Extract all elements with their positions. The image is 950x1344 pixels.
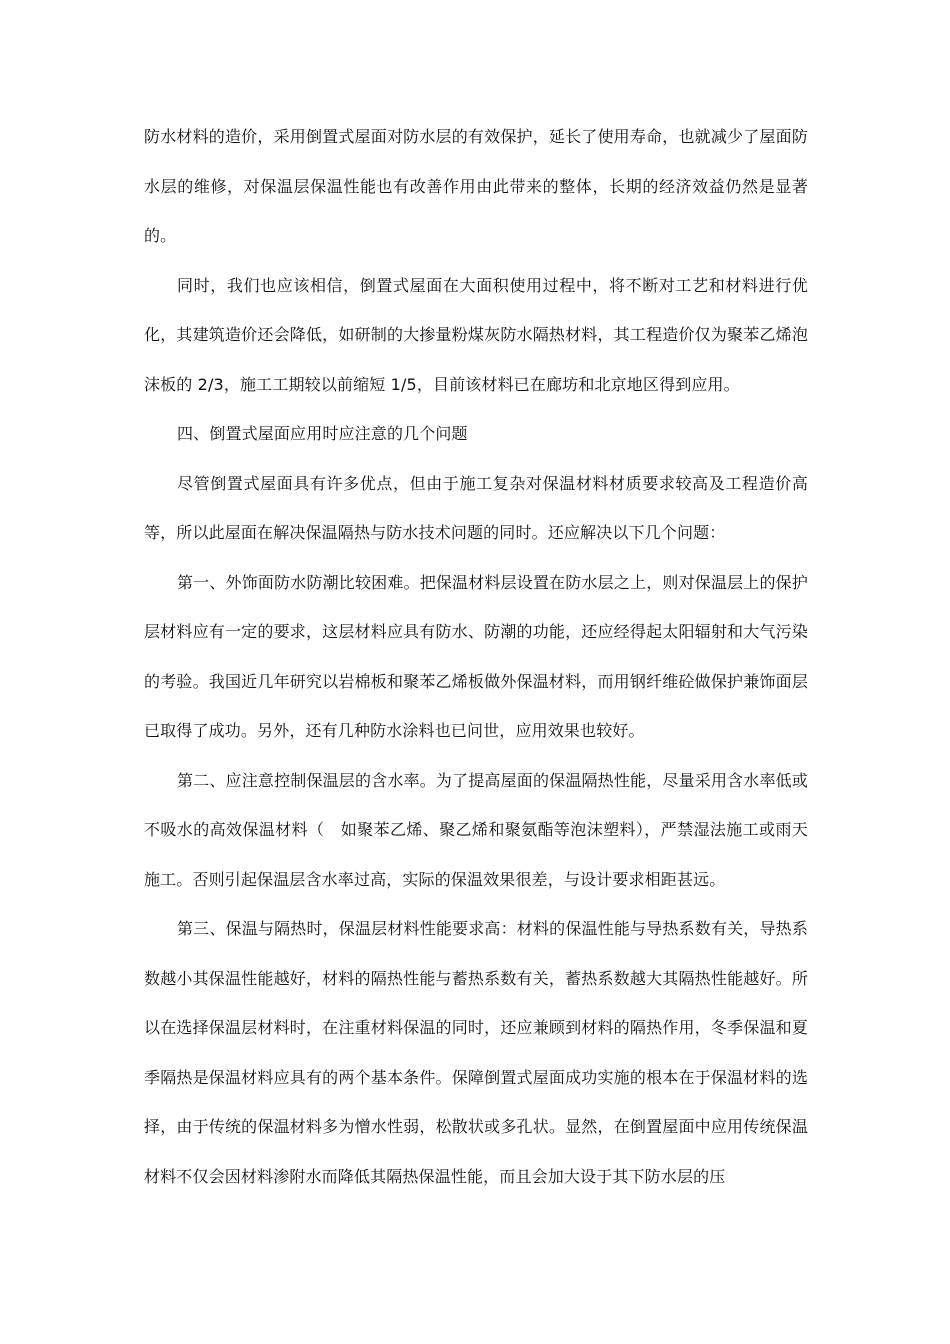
paragraph-issue-three: 第三、保温与隔热时，保温层材料性能要求高：材料的保温性能与导热系数有关，导热系数越小其保温性能越好，材料的隔热性能与蓄热系数有关，蓄热系数越大其隔热性能越好。所以在选择保温层材料时，在注重材料保温的同时，还应兼顾到材料的隔热作用，冬季保温和夏季隔热是保温材料应具有的两个基本条件。保障倒置式屋面成功实施的根本在于保温材料的选择，由于传统的保温材料多为憎水性弱，松散状或多孔状。显然，在倒置屋面中应用传统保温材料不仅会因材料渗附水而降低其隔热保温性能，而且会加大设于其下防水层的压 xyxy=(144,919,808,1186)
paragraph-cost-optimization: 同时，我们也应该相信，倒置式屋面在大面积使用过程中，将不断对工艺和材料进行优化，其建筑造价还会降低，如研制的大掺量粉煤灰防水隔热材料，其工程造价仅为聚苯乙烯泡沫板的 2/3，施工工期较以前缩短 1/5，目前该材料已在廊坊和北京地区得到应用。 xyxy=(144,275,808,394)
document-page xyxy=(144,112,808,1201)
paragraph-issue-one: 第一、外饰面防水防潮比较困难。把保温材料层设置在防水层之上，则对保温层上的保护层材料应有一定的要求，这层材料应具有防水、防潮的功能，还应经得起太阳辐射和大气污染的考验。我国近几年研究以岩棉板和聚苯乙烯板做外保温材料，而用钢纤维砼做保护兼饰面层已取得了成功。另外，还有几种防水涂料也已问世，应用效果也较好。 xyxy=(144,572,808,740)
paragraph-issue-two: 第二、应注意控制保温层的含水率。为了提高屋面的保温隔热性能，尽量采用含水率低或不吸水的高效保温材料（ 如聚苯乙烯、聚乙烯和聚氨酯等泡沫塑料），严禁湿法施工或雨天施工。否则引起保温层含水率过高，实际的保温效果很差，与设计要求相距甚远。 xyxy=(144,770,808,889)
paragraph-issues-intro: 尽管倒置式屋面具有许多优点，但由于施工复杂对保温材料材质要求较高及工程造价高等，所以此屋面在解决保温隔热与防水技术问题的同时。还应解决以下几个问题： xyxy=(144,473,808,542)
paragraph-economic-benefit: 防水材料的造价，采用倒置式屋面对防水层的有效保护，延长了使用寿命，也就减少了屋面防水层的维修，对保温层保温性能也有改善作用由此带来的整体，长期的经济效益仍然是显著的。 xyxy=(144,127,808,245)
section-heading: 四、倒置式屋面应用时应注意的几个问题 xyxy=(177,424,468,443)
